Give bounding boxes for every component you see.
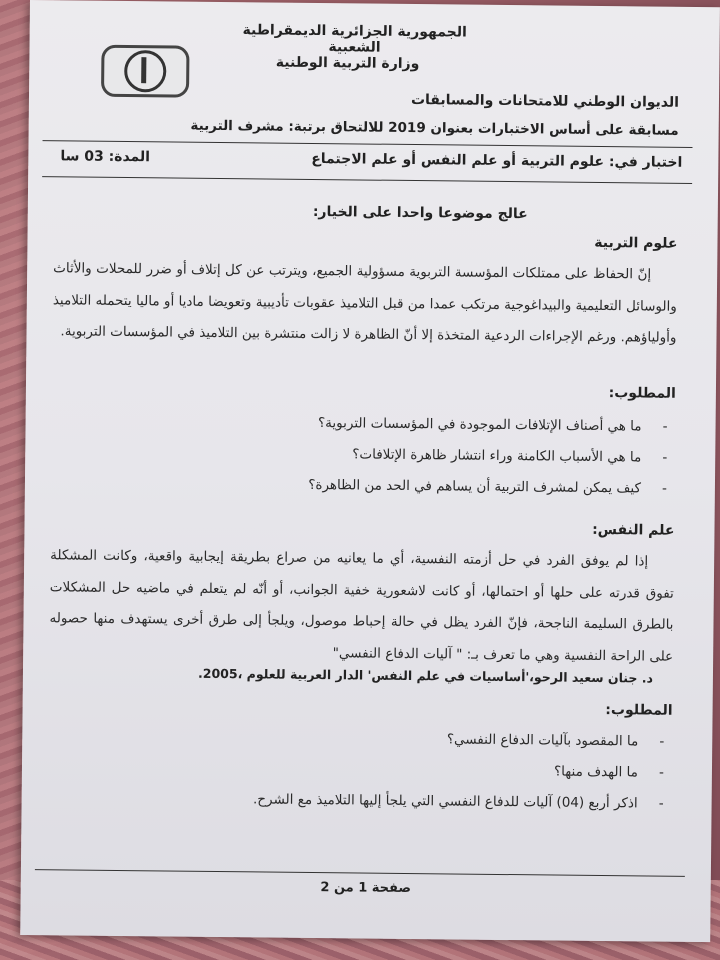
psychology-citation: د. جنان سعيد الرحو،'أساسيات في علم النفس' الدار العربية للعلوم ،2005. [197, 665, 654, 686]
psychology-section-title: علم النفس: [592, 521, 675, 539]
contest-title: مسابقة على أساس الاختبارات بعنوان 2019 للالتحاق برتبة: مشرف التربية [190, 117, 679, 139]
logo-emblem-icon [124, 50, 166, 92]
divider-footer [35, 869, 685, 877]
list-item: - اذكر أربع (04) آليات للدفاع النفسي التي يلجأ إليها التلاميذ مع الشرح. [141, 783, 671, 820]
exam-info-row [60, 148, 682, 177]
list-item: - ما هي أصناف الإتلافات الموجودة في المؤسسات التربوية؟ [145, 406, 675, 443]
psychology-paragraph [49, 540, 674, 673]
ministry-logo [101, 45, 190, 98]
education-required-label: المطلوب: [608, 385, 676, 402]
list-item: - ما هي الأسباب الكامنة وراء انتشار ظاهرة الإتلافات؟ [145, 437, 675, 474]
exam-subject: اختبار في: علوم التربية أو علم النفس أو علم الاجتماع [311, 150, 683, 171]
list-item: - كيف يمكن لمشرف التربية أن يساهم في الحد من الظاهرة؟ [145, 468, 675, 505]
office-title: الديوان الوطني للامتحانات والمسابقات [410, 91, 680, 111]
psychology-paragraph-text: إذا لم يوفق الفرد في حل أزمته النفسية، أي ما يعانيه من صراع بطريقة إيجابية واقعية، وكانت المشكلة تفوق قدرته على حلها أو احتمالها، أو كانت لاشعورية خفية الجوانب، أو أنّه لم يتعلم في ماضيه حل المشكلات بالطرق السليمة الناجحة، فإنّ الفرد يظل في حالة إحباط موصول، ويلجأ إلى طرق أخرى يستهدف منها حصوله على الراحة النفسية وهي ما تعرف بـ: " آليات الدفاع النفسي" [49, 547, 674, 665]
education-paragraph [52, 253, 677, 354]
list-item: - ما الهدف منها؟ [142, 752, 672, 789]
education-section-title: علوم التربية [594, 234, 678, 252]
psychology-question-list [141, 721, 672, 820]
divider-top [43, 140, 693, 148]
psychology-required-label: المطلوب: [605, 702, 673, 719]
divider-bottom [42, 176, 692, 184]
exam-sheet [20, 0, 720, 942]
exam-instruction: عالج موضوعا واحدا على الخيار: [312, 203, 528, 223]
education-question-list [145, 406, 676, 505]
exam-duration: المدة: 03 سا [60, 148, 151, 166]
ministry-title: وزارة التربية الوطنية [275, 54, 420, 73]
education-paragraph-text: إنّ الحفاظ على ممتلكات المؤسسة التربوية مسؤولية الجميع، ويترتب عن كل إتلاف أو ضرر للمحلات والأثاث والوسائل التعليمية والبيداغوجية مرتكب عمدا من قبل التلاميذ عقوبات تأديبية وتعويضا ماديا أو ماليا يتحمله التلاميذ وأولياؤهم. ورغم الإجراءات الردعية المتخذة إلا أنّ الظاهرة لا زالت منتشرة بين التلاميذ في المؤسسات التربوية. [52, 260, 677, 346]
list-item: - ما المقصود بآليات الدفاع النفسي؟ [142, 721, 672, 758]
republic-title: الجمهورية الجزائرية الديمقراطية الشعبية [242, 22, 467, 56]
page-number: صفحة 1 من 2 [320, 880, 412, 897]
